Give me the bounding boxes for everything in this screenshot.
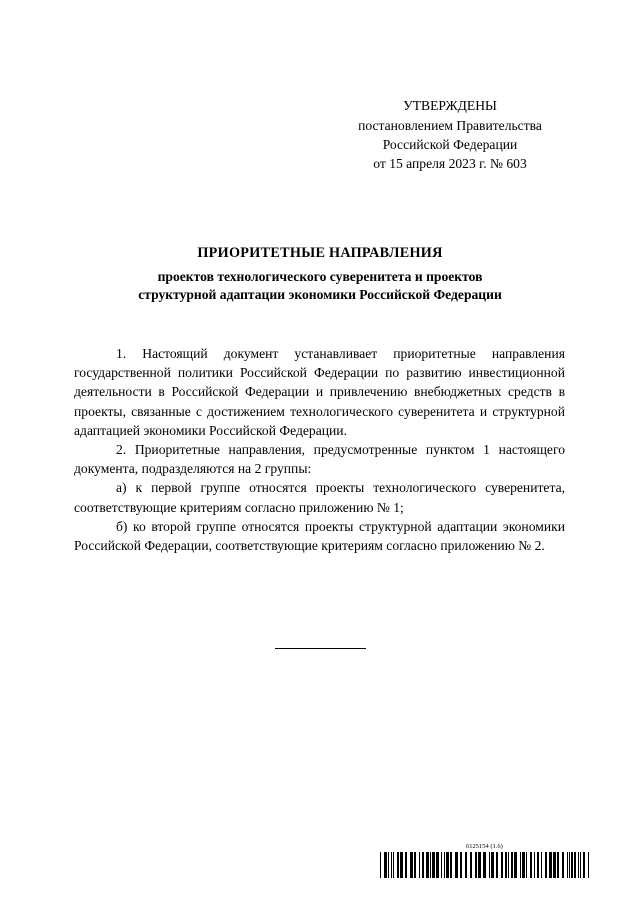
document-subtitle: [60, 268, 580, 304]
approval-block: [340, 96, 560, 173]
paragraph-2b: б) ко второй группе относятся проекты структурной адаптации экономики Российской Федерации, соответствующие критериям согласно приложению № 2.: [74, 518, 565, 554]
subtitle-line-1: проектов технологического суверенитета и проектов: [157, 269, 483, 284]
closing-divider: [275, 648, 366, 649]
approved-heading: УТВЕРЖДЕНЫ: [403, 98, 497, 113]
paragraph-2: 2. Приоритетные направления, предусмотренные пунктом 1 настоящего документа, подразделяются на 2 группы:: [74, 442, 565, 477]
paragraph-1: 1. Настоящий документ устанавливает приоритетные направления государственной политики Российской Федерации по развитию инвестиционной деятельности в Российской Федерации и привлечению внебюджетных средств в проекты, связанные с достижением технологического суверенитета и структурной адаптацией экономики Российской Федерации.: [74, 346, 565, 438]
approval-line-2: Российской Федерации: [382, 137, 518, 152]
subtitle-line-2: структурной адаптации экономики Российской Федерации: [138, 287, 502, 302]
barcode-icon: [380, 852, 590, 878]
approval-line-1: постановлением Правительства: [358, 118, 542, 133]
barcode-block: [380, 843, 590, 883]
document-title: ПРИОРИТЕТНЫЕ НАПРАВЛЕНИЯ: [197, 245, 443, 261]
barcode-label: 6125154 (1.6): [466, 843, 503, 850]
document-body: [74, 344, 565, 555]
approval-line-3: от 15 апреля 2023 г. № 603: [373, 156, 527, 171]
paragraph-2a: а) к первой группе относятся проекты технологического суверенитета, соответствующие критериям согласно приложению № 1;: [74, 480, 565, 515]
